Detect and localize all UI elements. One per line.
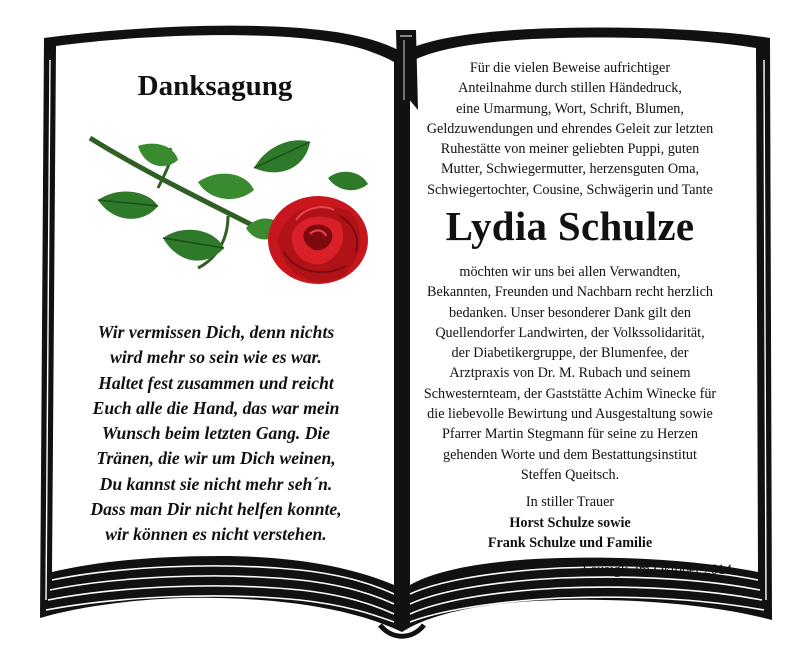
thanks-intro — [400, 58, 740, 200]
body-line: bedanken. Unser besonderer Dank gilt den — [449, 304, 691, 321]
poem-line: Haltet fest zusammen und reicht — [98, 372, 334, 393]
rose-bloom — [268, 196, 368, 284]
poem-line: Wunsch beim letzten Gang. Die — [101, 423, 331, 444]
intro-line: Mutter, Schwiegermutter, herzensguten Oma, — [440, 161, 700, 178]
intro-line: eine Umarmung, Wort, Schrift, Blumen, — [456, 100, 684, 117]
signature-name: Frank Schulze und Familie — [487, 535, 653, 551]
body-line: die liebevolle Bewirtung und Ausgestaltung sowie — [427, 406, 713, 423]
poem-line: wir können es nicht verstehen. — [105, 524, 327, 545]
poem-line: wird mehr so sein wie es war. — [110, 347, 322, 368]
poem-line: Du kannst sie nicht mehr seh´n. — [99, 473, 333, 494]
signature-name: Horst Schulze sowie — [509, 514, 631, 531]
poem-line: Euch alle die Hand, das war mein — [92, 397, 340, 418]
body-line: Quellendorfer Landwirten, der Volkssolidarität, — [435, 324, 705, 341]
intro-line: Anteilnahme durch stillen Händedruck, — [458, 80, 682, 97]
body-line: Arztpraxis von Dr. M. Rubach und seinem — [449, 365, 691, 382]
place-date: Lausigk, im Oktober 2014 — [582, 562, 732, 578]
body-line: möchten wir uns bei allen Verwandten, — [459, 264, 681, 280]
intro-line: Schwiegertochter, Cousine, Schwägerin und Tante — [427, 181, 713, 198]
body-line: Pfarrer Martin Stegmann für seine zu Herzen — [441, 426, 699, 443]
body-line: der Diabetikergruppe, der Blumenfee, der — [451, 345, 689, 362]
body-line: Bekannten, Freunden und Nachbarn recht herzlich — [426, 284, 713, 301]
left-page — [60, 40, 380, 560]
right-page — [400, 52, 740, 592]
body-line: Schwesternteam, der Gaststätte Achim Winecke für — [423, 385, 717, 402]
signature-line: In stiller Trauer — [525, 494, 615, 510]
red-rose-icon — [78, 128, 378, 288]
intro-line: Für die vielen Beweise aufrichtiger — [469, 60, 671, 76]
body-line: gehenden Worte und dem Bestattungsinstitut — [443, 446, 697, 463]
intro-line: Ruhestätte von meiner geliebten Puppi, guten — [440, 141, 700, 158]
poem-line: Dass man Dir nicht helfen konnte, — [90, 499, 342, 520]
thanks-body — [400, 262, 740, 485]
intro-line: Geldzuwendungen und ehrendes Geleit zur letzten — [426, 120, 714, 137]
body-line: Steffen Queitsch. — [520, 466, 620, 483]
poem-line: Wir vermissen Dich, denn nichts — [97, 322, 335, 342]
signature-block — [400, 492, 740, 554]
page-title: Danksagung — [137, 70, 293, 102]
deceased-name: Lydia Schulze — [445, 203, 695, 249]
poem-line: Tränen, die wir um Dich weinen, — [96, 448, 336, 469]
memorial-poem — [60, 320, 372, 548]
